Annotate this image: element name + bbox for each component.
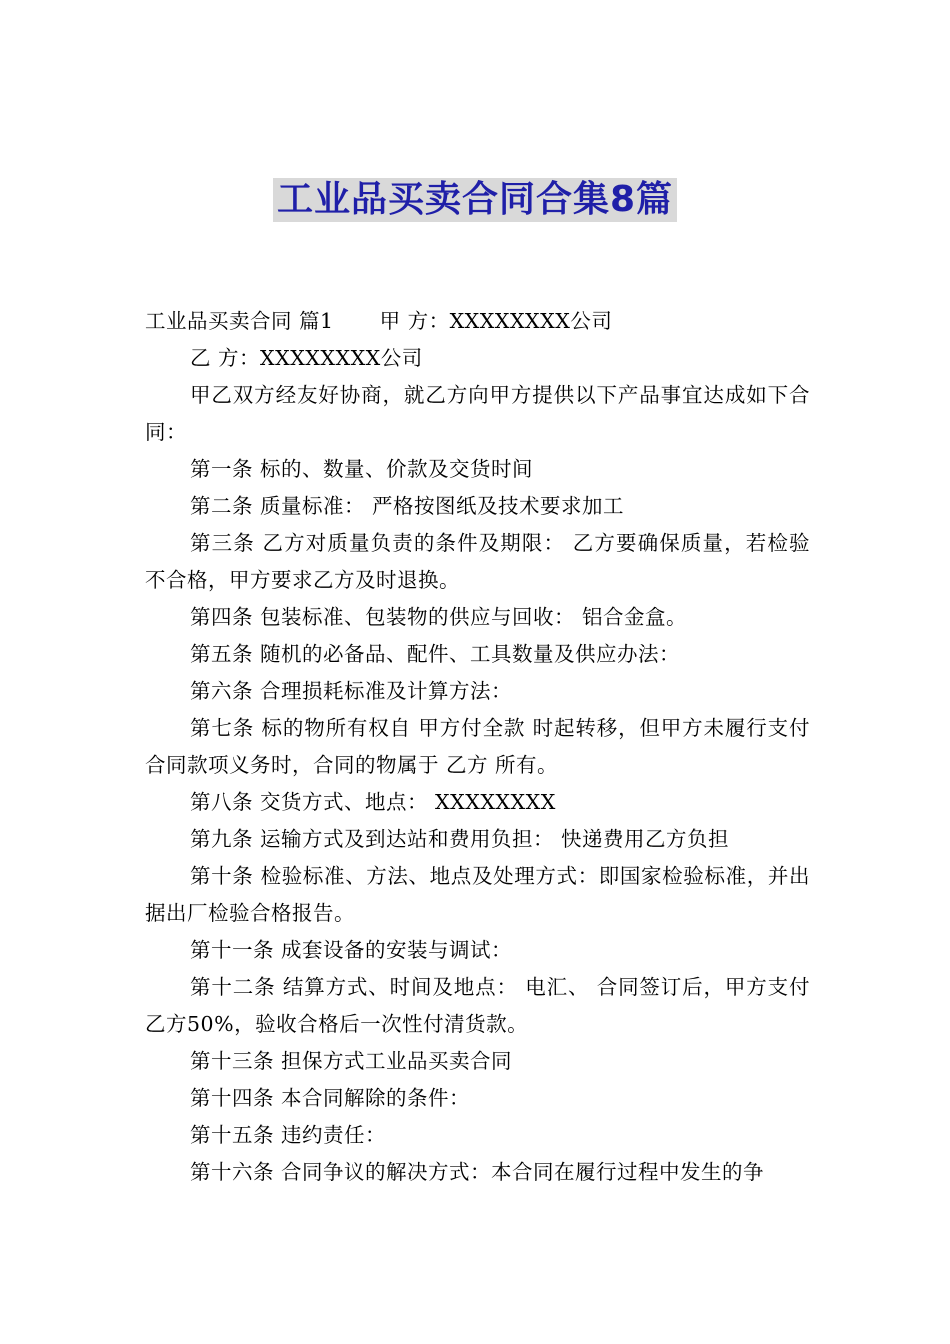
article-11: 第十一条 成套设备的安装与调试：	[190, 938, 513, 962]
document-title: 工业品买卖合同合集8篇	[273, 178, 677, 222]
article-16: 第十六条 合同争议的解决方式：本合同在履行过程中发生的争	[190, 1160, 765, 1184]
article-4: 第四条 包装标准、包装物的供应与回收： 铝合金盒。	[190, 605, 688, 629]
article-8: 第八条 交货方式、地点： XXXXXXXX	[190, 790, 556, 814]
article-14: 第十四条 本合同解除的条件：	[190, 1086, 471, 1110]
article-12: 第十二条 结算方式、时间及地点： 电汇、 合同签订后，甲方支付乙方50%，验收合格后一次性付清货款。	[145, 975, 810, 1036]
article-1: 第一条 标的、数量、价款及交货时间	[190, 457, 534, 481]
article-7: 第七条 标的物所有权自 甲方付全款 时起转移，但甲方未履行支付合同款项义务时，合同的物属于 乙方 所有。	[145, 716, 810, 777]
party-a-line: 甲 方：XXXXXXXX公司	[379, 309, 613, 333]
party-b-line: 乙 方：XXXXXXXX公司	[190, 346, 423, 370]
document-body	[145, 303, 810, 1191]
article-10: 第十条 检验标准、方法、地点及处理方式：即国家检验标准，并出据出厂检验合格报告。	[145, 864, 810, 925]
heading-line	[145, 303, 810, 340]
article-6: 第六条 合理损耗标准及计算方法：	[190, 679, 513, 703]
article-13: 第十三条 担保方式工业品买卖合同	[190, 1049, 513, 1073]
article-3: 第三条 乙方对质量负责的条件及期限： 乙方要确保质量，若检验不合格，甲方要求乙方及时退换。	[145, 531, 810, 592]
preamble-paragraph: 甲乙双方经友好协商，就乙方向甲方提供以下产品事宜达成如下合同：	[145, 383, 810, 444]
article-15: 第十五条 违约责任：	[190, 1123, 387, 1147]
article-5: 第五条 随机的必备品、配件、工具数量及供应办法：	[190, 642, 681, 666]
contract-number-label: 工业品买卖合同 篇1	[145, 309, 334, 333]
article-2: 第二条 质量标准： 严格按图纸及技术要求加工	[190, 494, 625, 518]
title-container	[0, 178, 950, 222]
article-9: 第九条 运输方式及到达站和费用负担： 快递费用乙方负担	[190, 827, 730, 851]
